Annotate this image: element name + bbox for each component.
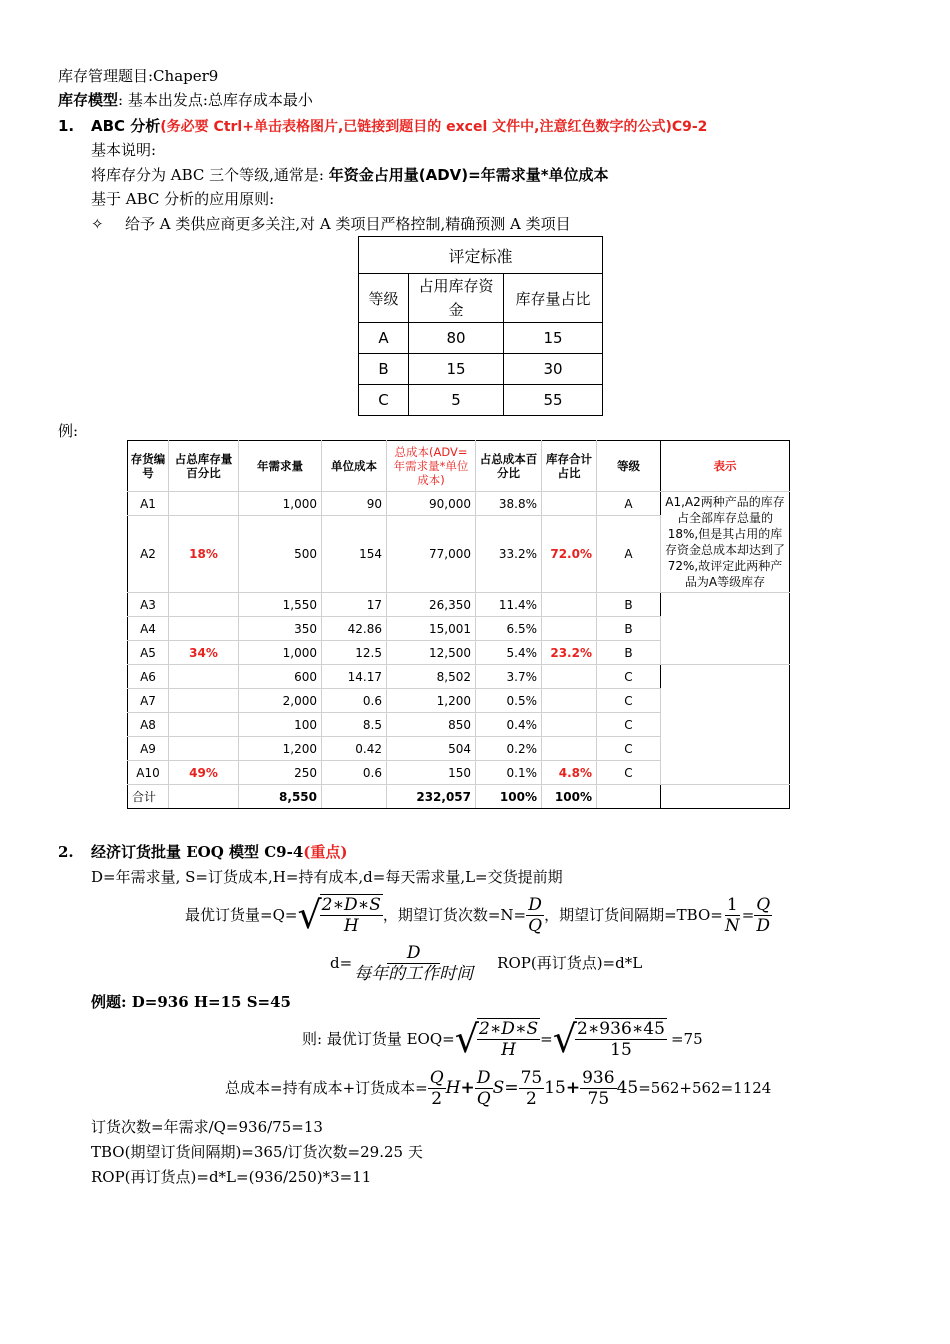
formula-d-den: 每年的工作时间 [354, 963, 474, 984]
formula-q-label: 最优订货量=Q= [185, 906, 298, 924]
criteria-cell: 15 [504, 323, 603, 354]
table-cell: 11.4% [476, 593, 542, 617]
model-line [58, 90, 313, 110]
table-cell: 0.6 [322, 761, 387, 785]
tc-plus2: + [565, 1078, 581, 1098]
table-cell: 18% [169, 516, 239, 593]
table-cell: 1,000 [239, 641, 322, 665]
table-header: 等级 [597, 441, 661, 492]
table-cell: 90,000 [387, 492, 476, 516]
table-cell: C [597, 689, 661, 713]
table-cell: 5.4% [476, 641, 542, 665]
table-header: 总成本(ADV=年需求量*单位成本) [387, 441, 476, 492]
table-cell: 8,502 [387, 665, 476, 689]
table-cell: 12,500 [387, 641, 476, 665]
table-cell: 15,001 [387, 617, 476, 641]
table-header: 占总库存量百分比 [169, 441, 239, 492]
table-total-cell [661, 785, 790, 809]
eoq-den1: H [501, 1040, 516, 1060]
table-cell: A2 [128, 516, 169, 593]
criteria-header: 占用库存资金 [409, 274, 504, 323]
table-cell: A1 [128, 492, 169, 516]
table-total-cell: 合计 [128, 785, 169, 809]
formula-q-n-tbo [185, 890, 772, 940]
table-cell: 26,350 [387, 593, 476, 617]
doc-title: 库存管理题目:Chaper9 [58, 67, 219, 85]
bullet-text: 给予 A 类供应商更多关注,对 A 类项目严格控制,精确预测 A 类项目 [125, 215, 571, 233]
formula-tbo-num1: 1 [726, 894, 738, 915]
table-cell [169, 737, 239, 761]
tc-h: H [445, 1078, 461, 1098]
criteria-cell: C [359, 385, 409, 416]
rop-line: ROP(再订货点)=d*L=(936/250)*3=11 [91, 1168, 372, 1186]
tc-label: 总成本=持有成本+订货成本= [225, 1079, 428, 1097]
table-cell: 17 [322, 593, 387, 617]
table-cell: A7 [128, 689, 169, 713]
criteria-cell: 15 [409, 354, 504, 385]
eoq-result: =75 [670, 1030, 703, 1048]
eoq-num1: 2∗D∗S [478, 1019, 539, 1039]
table-total-cell: 8,550 [239, 785, 322, 809]
classify-text: 将库存分为 ABC 三个等级,通常是: [91, 166, 329, 184]
criteria-cell: 5 [409, 385, 504, 416]
tc-2b: 2 [525, 1088, 537, 1109]
eoq-label: 则: 最优订货量 EOQ= [302, 1030, 455, 1048]
table-total-cell: 100% [542, 785, 597, 809]
table-cell [169, 713, 239, 737]
abc-example-table [127, 440, 790, 809]
table-cell: 0.4% [476, 713, 542, 737]
table-cell: C [597, 737, 661, 761]
section1-heading: ABC 分析 [91, 117, 161, 135]
table-cell: 72.0% [542, 516, 597, 593]
formula-n-den: Q [528, 915, 543, 936]
table-cell [542, 617, 597, 641]
table-cell: 23.2% [542, 641, 597, 665]
table-header: 表示 [661, 441, 790, 492]
table-cell: A6 [128, 665, 169, 689]
table-cell: 34% [169, 641, 239, 665]
table-header: 年需求量 [239, 441, 322, 492]
eoq-example: 则: 最优订货量 EOQ= √ $\frac{2∗D∗S}{H}$ = √ $\frac{2∗936∗45}{15}$ =75 [302, 1017, 703, 1061]
table-cell: 2,000 [239, 689, 322, 713]
table-total-cell: 100% [476, 785, 542, 809]
table-cell [542, 492, 597, 516]
formula-d-label: d= [330, 954, 353, 972]
formula-q-den: H [343, 916, 359, 936]
table-cell: 350 [239, 617, 322, 641]
section2-heading-note: (重点) [303, 843, 348, 861]
formula-q-sqrt: √ $\frac{2∗D∗S}{H}$ [297, 893, 381, 937]
bullet-icon: ✧ [91, 215, 104, 233]
formula-rop: ROP(再订货点)=d*L [497, 954, 643, 972]
criteria-cell: 80 [409, 323, 504, 354]
table-total-cell [597, 785, 661, 809]
formula-tbo-den1: N [724, 915, 740, 936]
section1-heading-line [91, 116, 707, 137]
basic-label: 基本说明: [91, 141, 157, 159]
criteria-cell: B [359, 354, 409, 385]
table-total-cell: 232,057 [387, 785, 476, 809]
table-total-cell [322, 785, 387, 809]
table-cell: 6.5% [476, 617, 542, 641]
tc-75b: 75 [587, 1088, 610, 1109]
table-cell: A [597, 516, 661, 593]
classify-line [91, 165, 609, 185]
tc-45: 45 [616, 1078, 639, 1098]
table-cell: C [597, 665, 661, 689]
table-cell: A5 [128, 641, 169, 665]
tc-2: 2 [431, 1088, 443, 1109]
table-cell: 154 [322, 516, 387, 593]
table-cell [169, 617, 239, 641]
table-cell: 14.17 [322, 665, 387, 689]
table-cell: 600 [239, 665, 322, 689]
table-cell [169, 593, 239, 617]
classify-formula: 年资金占用量(ADV)=年需求量*单位成本 [328, 166, 609, 184]
tc-s: S [492, 1078, 505, 1098]
model-label: 库存模型 [58, 91, 119, 109]
table-cell: A4 [128, 617, 169, 641]
table-cell: B [597, 617, 661, 641]
table-cell: 90 [322, 492, 387, 516]
table-cell: 504 [387, 737, 476, 761]
tc-15: 15 [544, 1078, 566, 1098]
criteria-header: 库存量占比 [504, 274, 603, 323]
section1-number: 1. [58, 117, 75, 135]
table-cell [169, 492, 239, 516]
table-cell: 49% [169, 761, 239, 785]
formula-tbo-num2: Q [756, 894, 771, 915]
table-cell: 4.8% [542, 761, 597, 785]
table-cell: 0.1% [476, 761, 542, 785]
criteria-cell: A [359, 323, 409, 354]
formula-n-label: ，期望订货次数=N= [382, 906, 527, 924]
definitions: D=年需求量, S=订货成本,H=持有成本,d=每天需求量,L=交货提前期 [91, 868, 563, 886]
formula-d-num: D [387, 943, 441, 964]
formula-tbo-eq: = [741, 906, 755, 924]
table-cell: 8.5 [322, 713, 387, 737]
formula-n-num: D [528, 894, 542, 915]
criteria-title: 评定标准 [359, 237, 603, 274]
table-cell: A10 [128, 761, 169, 785]
table-cell: 0.6 [322, 689, 387, 713]
table-cell: A9 [128, 737, 169, 761]
formula-q-num: 2∗D∗S [321, 895, 381, 915]
table-cell: 77,000 [387, 516, 476, 593]
table-header: 占总成本百分比 [476, 441, 542, 492]
table-cell: 0.2% [476, 737, 542, 761]
table-cell: 250 [239, 761, 322, 785]
table-note: A1,A2两种产品的库存占全部库存总量的18%,但是其占用的库存资金总成本却达到了72%,故评定此两种产品为A等级库存 [661, 492, 790, 593]
tc-q2: Q [476, 1088, 491, 1109]
table-total-row [128, 785, 790, 809]
section2-heading-line [91, 842, 347, 862]
table-cell: 1,200 [239, 737, 322, 761]
model-text: : 基本出发点:总库存成本最小 [118, 91, 313, 109]
tc-result: =562+562=1124 [638, 1079, 772, 1097]
tc-75: 75 [520, 1067, 543, 1088]
example-label: 例: [58, 422, 79, 440]
table-cell: C [597, 761, 661, 785]
table-cell: 3.7% [476, 665, 542, 689]
section2-number: 2. [58, 843, 74, 861]
orders-line: 订货次数=年需求/Q=936/75=13 [91, 1118, 323, 1136]
table-cell [542, 665, 597, 689]
criteria-cell: 30 [504, 354, 603, 385]
table-cell [169, 665, 239, 689]
criteria-header: 等级 [359, 274, 409, 323]
tc-eq: = [504, 1078, 519, 1098]
section2-heading: 经济订货批量 EOQ 模型 C9-4 [91, 843, 304, 861]
table-cell: 1,000 [239, 492, 322, 516]
criteria-table [358, 236, 603, 416]
table-note-empty [661, 665, 790, 785]
eoq-eq: = [540, 1030, 553, 1048]
table-row [128, 492, 790, 516]
table-cell: 150 [387, 761, 476, 785]
principle-label: 基于 ABC 分析的应用原则: [91, 190, 275, 208]
formula-tbo-label: ，期望订货间隔期=TBO= [544, 906, 723, 924]
table-cell: A [597, 492, 661, 516]
table-header: 存货编号 [128, 441, 169, 492]
table-header: 库存合计占比 [542, 441, 597, 492]
table-cell: 0.5% [476, 689, 542, 713]
tc-q: Q [429, 1067, 444, 1088]
tc-d: D [476, 1067, 491, 1088]
table-cell [542, 689, 597, 713]
table-cell: 42.86 [322, 617, 387, 641]
table-cell: 850 [387, 713, 476, 737]
table-cell: A3 [128, 593, 169, 617]
tc-936: 936 [582, 1067, 615, 1088]
criteria-cell: 55 [504, 385, 603, 416]
example-line: 例题: D=936 H=15 S=45 [91, 993, 291, 1011]
table-cell [169, 689, 239, 713]
tbo-line: TBO(期望订货间隔期)=365/订货次数=29.25 天 [91, 1143, 423, 1161]
section1-heading-note: (务必要 Ctrl+单击表格图片,已链接到题目的 excel 文件中,注意红色数字的公式)C9-2 [160, 119, 708, 135]
eoq-num2: 2∗936∗45 [576, 1019, 665, 1039]
table-cell: 1,550 [239, 593, 322, 617]
table-cell: C [597, 713, 661, 737]
table-cell: 38.8% [476, 492, 542, 516]
table-row [128, 665, 790, 689]
table-cell [542, 593, 597, 617]
total-cost-formula [225, 1063, 771, 1113]
table-cell: A8 [128, 713, 169, 737]
formula-tbo-den2: D [756, 915, 771, 936]
table-cell: 100 [239, 713, 322, 737]
tc-plus: + [460, 1078, 475, 1098]
table-cell: 12.5 [322, 641, 387, 665]
table-note-empty [661, 593, 790, 665]
table-cell: 500 [239, 516, 322, 593]
table-header: 单位成本 [322, 441, 387, 492]
table-cell: B [597, 641, 661, 665]
formula-d-rop [330, 940, 642, 986]
table-cell: B [597, 593, 661, 617]
eoq-den2: 15 [610, 1040, 632, 1060]
table-cell [542, 737, 597, 761]
table-cell: 33.2% [476, 516, 542, 593]
table-total-cell [169, 785, 239, 809]
table-cell [542, 713, 597, 737]
table-row [128, 593, 790, 617]
table-cell: 1,200 [387, 689, 476, 713]
table-cell: 0.42 [322, 737, 387, 761]
